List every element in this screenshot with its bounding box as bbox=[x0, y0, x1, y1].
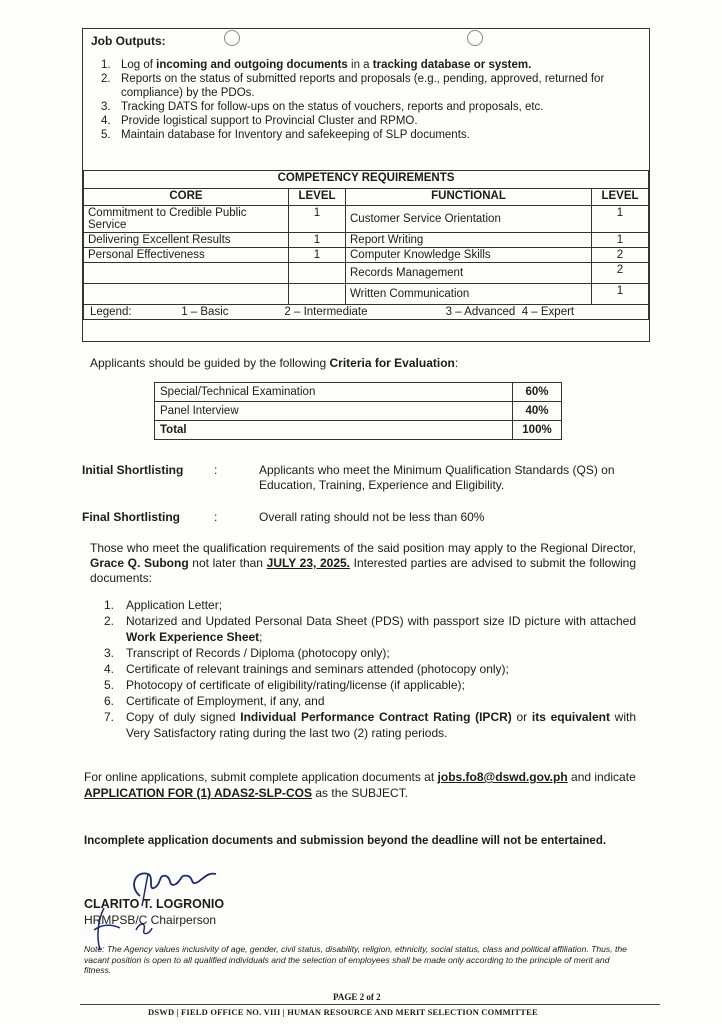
list-text: Log of bbox=[121, 59, 157, 71]
requirements-list bbox=[104, 597, 636, 741]
list-bold-text: incoming and outgoing documents bbox=[156, 59, 348, 71]
core-cell bbox=[84, 263, 289, 284]
list-item bbox=[101, 58, 641, 72]
list-item bbox=[104, 645, 636, 661]
list-text: in a bbox=[347, 59, 373, 71]
list-text: Notarized and Updated Personal Data Sheet (PDS) with passport size ID picture with attached bbox=[126, 614, 636, 628]
list-text: Tracking DATS for follow-ups on the status of vouchers, reports and proposals, etc. bbox=[121, 101, 544, 113]
criteria-pct: 40% bbox=[513, 402, 562, 421]
deadline-date: JULY 23, 2025. bbox=[266, 556, 351, 570]
list-item bbox=[104, 693, 636, 709]
header-core: CORE bbox=[84, 189, 289, 206]
list-number: 3. bbox=[101, 101, 111, 113]
list-text: Maintain database for Inventory and safekeeping of SLP documents. bbox=[121, 129, 470, 141]
list-text: ; bbox=[259, 630, 263, 644]
list-text: Reports on the status of submitted reports and proposals (e.g., pending, approved, returned for compliance) by the PDOs. bbox=[121, 73, 605, 99]
warning-text: Incomplete application documents and submission beyond the deadline will not be entertained. bbox=[84, 835, 607, 847]
list-text: with Very Satisfactory rating during the last two (2) rating periods. bbox=[126, 710, 636, 740]
list-item bbox=[101, 128, 641, 142]
director-name: Grace Q. Subong bbox=[90, 556, 189, 570]
core-cell bbox=[84, 284, 289, 305]
list-bold-text: tracking database or system. bbox=[372, 59, 532, 71]
list-number: 4. bbox=[101, 115, 111, 127]
table-row bbox=[155, 421, 562, 440]
signatory-title: HRMPSB/C Chairperson bbox=[84, 913, 217, 927]
email-link[interactable]: jobs.fo8@dswd.gov.ph bbox=[437, 770, 568, 784]
list-number: 5. bbox=[101, 129, 111, 141]
list-number: 7. bbox=[104, 710, 115, 724]
functional-cell: Records Management bbox=[346, 263, 592, 284]
core-level-cell bbox=[289, 284, 346, 305]
list-item bbox=[104, 597, 636, 613]
criteria-intro bbox=[90, 356, 458, 370]
list-item bbox=[101, 72, 641, 100]
list-number: 3. bbox=[104, 646, 115, 660]
final-shortlisting-text: Overall rating should not be less than 60% bbox=[259, 510, 485, 524]
list-item bbox=[104, 661, 636, 677]
core-level-cell: 1 bbox=[289, 233, 346, 248]
legend-label: Legend: bbox=[90, 306, 132, 318]
criteria-label: Special/Technical Examination bbox=[155, 383, 513, 402]
core-cell: Delivering Excellent Results bbox=[84, 233, 289, 248]
competency-title: COMPETENCY REQUIREMENTS bbox=[84, 171, 649, 189]
criteria-label: Total bbox=[155, 421, 513, 440]
table-row bbox=[84, 263, 649, 284]
list-number: 1. bbox=[101, 59, 111, 71]
initial-colon: : bbox=[214, 463, 218, 477]
signatory-name: CLARITO T. LOGRONIO bbox=[84, 897, 225, 911]
initial-shortlisting-label: Initial Shortlisting bbox=[82, 463, 184, 477]
list-number: 4. bbox=[104, 662, 115, 676]
list-number: 2. bbox=[104, 614, 115, 628]
legend-advanced-expert: 3 – Advanced 4 – Expert bbox=[445, 306, 575, 318]
table-row bbox=[84, 284, 649, 305]
core-cell: Personal Effectiveness bbox=[84, 248, 289, 263]
functional-level-cell: 1 bbox=[592, 206, 649, 233]
list-text: Certificate of Employment, if any, and bbox=[126, 694, 325, 708]
functional-level-cell: 1 bbox=[592, 233, 649, 248]
online-application-text bbox=[84, 769, 636, 801]
list-bold-text: Work Experience Sheet bbox=[126, 630, 260, 644]
list-item bbox=[101, 114, 641, 128]
list-number: 5. bbox=[104, 678, 115, 692]
list-item bbox=[104, 709, 636, 741]
legend-basic: 1 – Basic bbox=[181, 306, 229, 318]
application-paragraph bbox=[90, 541, 636, 586]
table-row bbox=[155, 402, 562, 421]
footer-divider bbox=[80, 1004, 660, 1005]
list-number: 6. bbox=[104, 694, 115, 708]
functional-level-cell: 2 bbox=[592, 248, 649, 263]
legend-intermediate: 2 – Intermediate bbox=[284, 306, 368, 318]
criteria-intro-bold: Criteria for Evaluation bbox=[329, 356, 455, 370]
functional-cell: Report Writing bbox=[346, 233, 592, 248]
criteria-label: Panel Interview bbox=[155, 402, 513, 421]
list-bold-text: Individual Performance Contract Rating (IPCR) bbox=[240, 710, 512, 724]
table-row bbox=[84, 206, 649, 233]
list-text: or bbox=[511, 710, 532, 724]
job-outputs-box bbox=[82, 28, 650, 342]
header-level: LEVEL bbox=[289, 189, 346, 206]
job-outputs-list bbox=[101, 58, 641, 142]
list-text: Certificate of relevant trainings and seminars attended (photocopy only); bbox=[126, 662, 509, 676]
table-row bbox=[155, 383, 562, 402]
list-number: 2. bbox=[101, 73, 111, 85]
criteria-pct: 100% bbox=[513, 421, 562, 440]
note-text: Note: The Agency values inclusivity of age, gender, civil status, disability, religion, ethnicity, social status, class and political affiliation. Thus, the vacant position is open to all qualified individuals and the selection of employees shall be made only according to the principle of merit and fitness. bbox=[84, 944, 627, 975]
criteria-intro-colon: : bbox=[454, 356, 459, 370]
core-level-cell: 1 bbox=[289, 206, 346, 233]
list-bold-text: its equivalent bbox=[531, 710, 610, 724]
functional-level-cell: 1 bbox=[592, 284, 649, 305]
final-shortlisting-label: Final Shortlisting bbox=[82, 510, 180, 524]
paragraph-text: not later than bbox=[188, 556, 267, 570]
core-level-cell: 1 bbox=[289, 248, 346, 263]
criteria-intro-text: Applicants should be guided by the following bbox=[90, 356, 330, 370]
table-row bbox=[84, 248, 649, 263]
functional-cell: Computer Knowledge Skills bbox=[346, 248, 592, 263]
functional-level-cell: 2 bbox=[592, 263, 649, 284]
list-text: Application Letter; bbox=[126, 598, 223, 612]
subject-text: APPLICATION FOR (1) ADAS2-SLP-COS bbox=[84, 786, 313, 800]
job-outputs-title: Job Outputs: bbox=[91, 34, 166, 48]
list-text: Transcript of Records / Diploma (photocopy only); bbox=[126, 646, 390, 660]
list-text: Provide logistical support to Provincial Cluster and RPMO. bbox=[121, 115, 418, 127]
header-functional: FUNCTIONAL bbox=[346, 189, 592, 206]
paragraph-text: For online applications, submit complete application documents at bbox=[84, 770, 438, 784]
core-level-cell bbox=[289, 263, 346, 284]
page-number: PAGE 2 of 2 bbox=[333, 992, 381, 1002]
functional-cell: Written Communication bbox=[346, 284, 592, 305]
paragraph-text: Those who meet the qualification requirements of the said position may apply to the Regional Director, bbox=[90, 541, 636, 555]
list-number: 1. bbox=[104, 598, 115, 612]
table-row bbox=[84, 233, 649, 248]
list-item bbox=[104, 677, 636, 693]
paragraph-text: and indicate bbox=[567, 770, 636, 784]
list-text: Photocopy of certificate of eligibility/rating/license (if applicable); bbox=[126, 678, 465, 692]
list-text: Copy of duly signed bbox=[126, 710, 241, 724]
paragraph-text: as the SUBJECT. bbox=[312, 786, 409, 800]
header-level-functional: LEVEL bbox=[592, 189, 649, 206]
legend-row bbox=[84, 305, 649, 320]
initial-shortlisting-text: Applicants who meet the Minimum Qualification Standards (QS) on Education, Training, Experience and Eligibility. bbox=[259, 463, 615, 492]
final-colon: : bbox=[214, 510, 218, 524]
functional-cell: Customer Service Orientation bbox=[346, 206, 592, 233]
list-item bbox=[104, 613, 636, 645]
footer-office: DSWD | FIELD OFFICE NO. VIII | HUMAN RESOURCE AND MERIT SELECTION COMMITTEE bbox=[148, 1007, 538, 1017]
core-cell: Commitment to Credible Public Service bbox=[84, 206, 289, 233]
competency-table bbox=[83, 170, 649, 320]
list-item bbox=[101, 100, 641, 114]
paragraph-text: Interested parties are advised to submit the following documents: bbox=[90, 556, 637, 585]
criteria-table bbox=[154, 382, 562, 440]
criteria-pct: 60% bbox=[513, 383, 562, 402]
